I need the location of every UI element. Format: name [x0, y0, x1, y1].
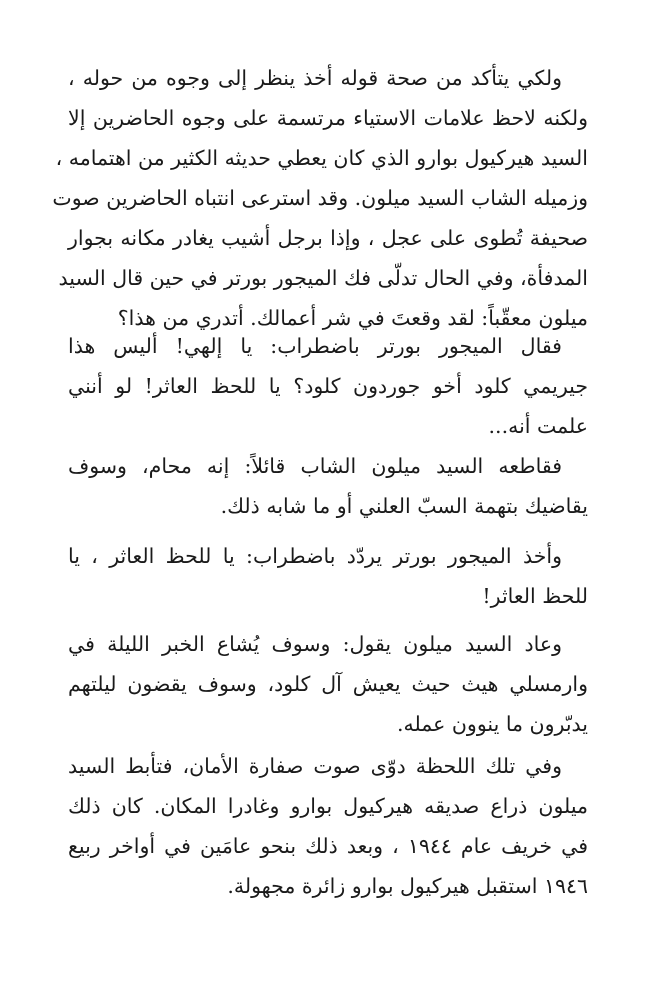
paragraph-line: يدبّرون ما ينوون عمله. [396, 712, 588, 736]
paragraph-line: فقال الميجور بورتر باضطراب: يا إلهي! أليس هذا [68, 334, 562, 358]
paragraph-line: وأخذ الميجور بورتر يردّد باضطراب: يا للحظ العاثر ، يا [68, 544, 562, 568]
paragraph-line: للحظ العاثر! [482, 584, 588, 608]
paragraph-line: صحيفة تُطوى على عجل ، وإذا برجل أشيب يغادر مكانه بجوار [68, 226, 588, 250]
paragraph-line: ولكي يتأكد من صحة قوله أخذ ينظر إلى وجوه من حوله ، [68, 66, 562, 90]
paragraph-line: السيد هيركيول بوارو الذي كان يعطي حديثه الكثير من اهتمامه ، [55, 146, 588, 170]
paragraph-line: ميلون معقّباً: لقد وقعتَ في شر أعمالك. أتدري من هذا؟ [117, 306, 588, 330]
paragraph-line: المدفأة، وفي الحال تدلّى فك الميجور بورتر في حين قال السيد [58, 266, 588, 290]
paragraph-line: وزميله الشاب السيد ميلون. وقد استرعى انتباه الحاضرين صوت [52, 186, 588, 210]
paragraph-line: وارمسلي هيث حيث يعيش آل كلود، وسوف يقضون ليلتهم [68, 672, 588, 696]
paragraph-line: ولكنه لاحظ علامات الاستياء مرتسمة على وجوه الحاضرين إلا [68, 106, 588, 130]
paragraph-line: علمت أنه... [488, 414, 588, 438]
paragraph-line: فقاطعه السيد ميلون الشاب قائلاً: إنه محام، وسوف [68, 454, 562, 478]
paragraph-line: وفي تلك اللحظة دوّى صوت صفارة الأمان، فتأبط السيد [68, 754, 562, 778]
paragraph-line: وعاد السيد ميلون يقول: وسوف يُشاع الخبر الليلة في [68, 632, 562, 656]
paragraph-line: ١٩٤٦ استقبل هيركيول بوارو زائرة مجهولة. [227, 874, 588, 898]
paragraph-line: ميلون ذراع صديقه هيركيول بوارو وغادرا المكان. كان ذلك [68, 794, 588, 818]
paragraph-line: جيريمي كلود أخو جوردون كلود؟ يا للحظ العاثر! لو أنني [68, 374, 588, 398]
paragraph-line: يقاضيك بتهمة السبّ العلني أو ما شابه ذلك. [220, 494, 588, 518]
paragraph-line: في خريف عام ١٩٤٤ ، وبعد ذلك بنحو عامَين في أواخر ربيع [68, 834, 588, 858]
